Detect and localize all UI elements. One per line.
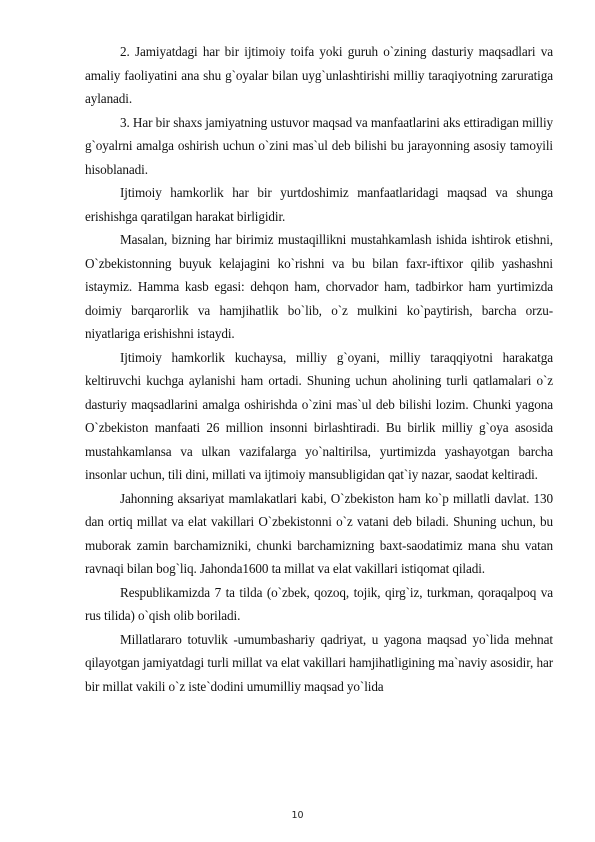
paragraph-5: Ijtimoiy hamkorlik kuchaysa, milliy g`oyani, milliy taraqqiyotni harakatga keltiruvchi kuchga aylanishi ham ortadi. Shuning uchun aholining turli qatlamalari o`z dasturiy maqsadlarini amalga oshirishda o`zini mas`ul deb bilishi lozim. Chunki yagona O`zbekiston manfaati 26 million insonni birlashtiradi. Bu birlik milliy g`oya asosida mustahkamlansa va ulkan vazifalarga yo`naltirilsa, yurtimizda yashayotgan barcha insonlar uchun, tili dini, millati va ijtimoiy mansubligidan qat`iy nazar, saodat keltiradi. — [85, 349, 553, 482]
paragraph-6: Jahonning aksariyat mamlakatlari kabi, O`zbekiston ham ko`p millatli davlat. 130 dan ortiq millat va elat vakillari O`zbekistonni o`z vatani deb biladi. Shuning uchun, bu muborak zamin barchamizniki, chunki barchamizning baxt-saodatimiz mana shu vatan ravnaqi bilan bog`liq. Jahonda1600 ta millat va elat vakillari istiqomat qiladi. — [85, 490, 553, 576]
paragraph-7: Respublikamizda 7 ta tilda (o`zbek, qozoq, tojik, qirg`iz, turkman, qoraqalpoq va rus tilida) o`qish olib boriladi. — [85, 584, 553, 623]
paragraph-1: 2. Jamiyatdagi har bir ijtimoiy toifa yoki guruh o`zining dasturiy maqsadlari va amaliy faoliyatini ana shu g`oyalar bilan uyg`unlashtirishi milliy taraqiyotning zaruratiga aylanadi. — [85, 44, 553, 106]
paragraph-8: Millatlararo totuvlik -umumbashariy qadriyat, u yagona maqsad yo`lida mehnat qilayotgan jamiyatdagi turli millat va elat vakillari hamjihatligining ma`naviy asosidir, har bir millat vakili o`z iste`dodini umumilliy maqsad yo`lida — [85, 631, 553, 694]
document-body — [85, 40, 553, 698]
page-number: 10 — [291, 810, 304, 821]
paragraph-4: Masalan, bizning har birimiz mustaqillikni mustahkamlash ishida ishtirok etishni, O`zbekistonning buyuk kelajagini ko`rishni va bu bilan faxr-iftixor qilib yashashni istaymiz. Hamma kasb egasi: dehqon ham, chorvador ham, tadbirkor ham yurtimizda doimiy barqarorlik va hamjihatlik bo`lib, o`z mulkini ko`paytirish, barcha orzu-niyatlariga erishishni istaydi. — [85, 232, 553, 341]
paragraph-2: 3. Har bir shaxs jamiyatning ustuvor maqsad va manfaatlarini aks ettiradigan milliy g`oyalrni amalga oshirish uchun o`zini mas`ul deb bilishi bu jarayonning asosiy tamoyili hisoblanadi. — [85, 114, 553, 177]
paragraph-3: Ijtimoiy hamkorlik har bir yurtdoshimiz manfaatlaridagi maqsad va shunga erishishga qaratilgan harakat birligidir. — [85, 185, 553, 224]
